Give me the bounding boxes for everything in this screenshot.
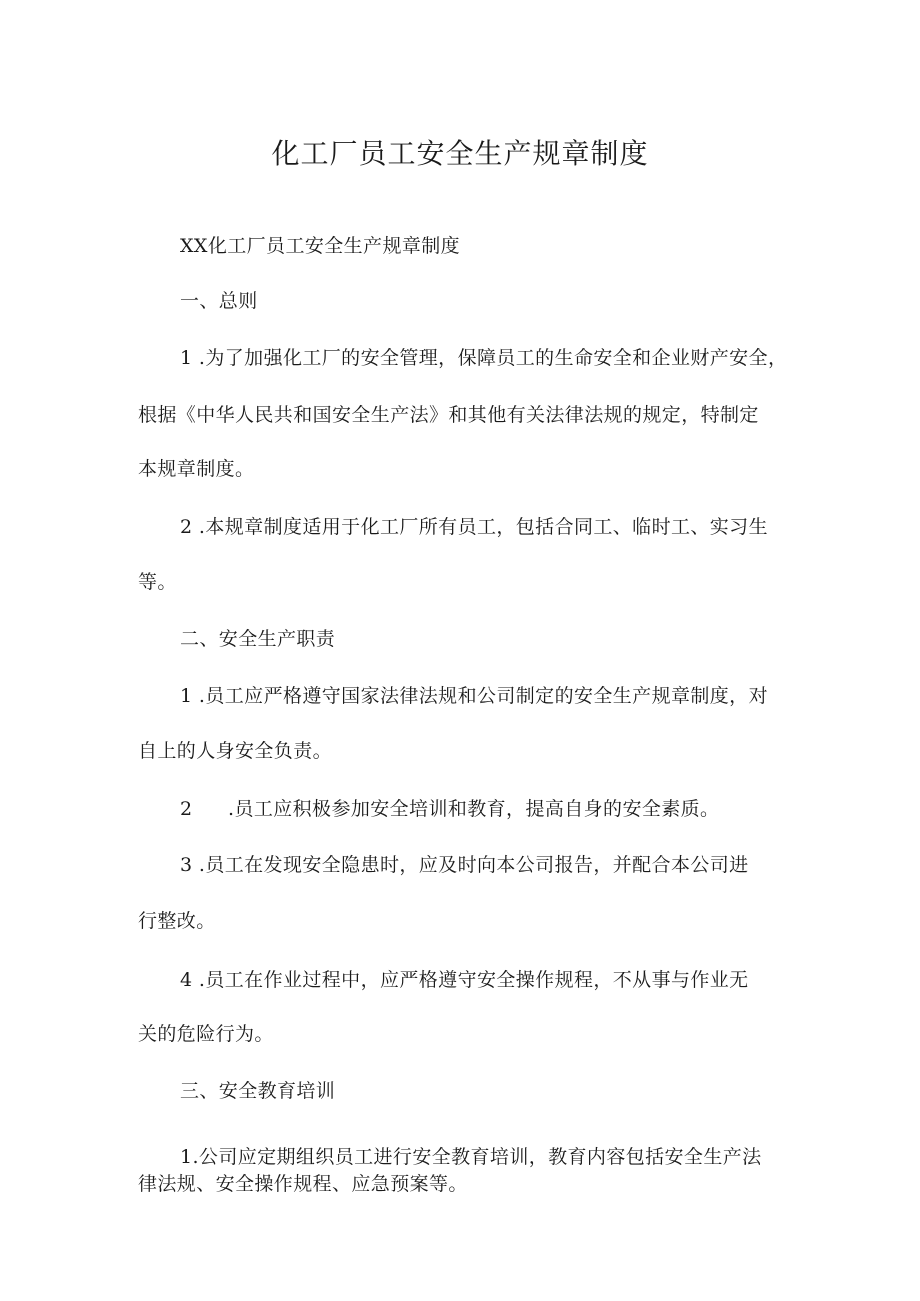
paragraph-line: 等。 bbox=[138, 571, 177, 593]
paragraph-line: 行整改。 bbox=[138, 910, 216, 932]
paragraph-line: .员工应积极参加安全培训和教育，提高自身的安全素质。 bbox=[228, 798, 720, 820]
section-heading-general: 一、总则 bbox=[180, 290, 258, 312]
section-heading-training: 三、安全教育培训 bbox=[180, 1080, 336, 1102]
paragraph-line: 律法规、安全操作规程、应急预案等。 bbox=[138, 1173, 468, 1195]
section-heading-duties: 二、安全生产职责 bbox=[180, 628, 336, 650]
subtitle-line: XX化工厂员工安全生产规章制度 bbox=[180, 235, 461, 257]
paragraph-line: 本规章制度。 bbox=[138, 458, 255, 480]
paragraph-line: 3 .员工在发现安全隐患时，应及时向本公司报告，并配合本公司进 bbox=[180, 854, 749, 876]
paragraph-line: 关的危险行为。 bbox=[138, 1023, 274, 1045]
paragraph-line: 2 .本规章制度适用于化工厂所有员工，包括合同工、临时工、实习生 bbox=[180, 516, 768, 538]
paragraph-line: 自上的人身安全负责。 bbox=[138, 740, 333, 762]
paragraph-line: 1 .为了加强化工厂的安全管理，保障员工的生命安全和企业财产安全， bbox=[180, 347, 788, 369]
paragraph-line: 4 .员工在作业过程中，应严格遵守安全操作规程，不从事与作业无 bbox=[180, 969, 749, 991]
paragraph-line: 1 .员工应严格遵守国家法律法规和公司制定的安全生产规章制度，对 bbox=[180, 685, 768, 707]
paragraph-line: 根据《中华人民共和国安全生产法》和其他有关法律法规的规定，特制定 bbox=[138, 404, 759, 426]
list-item-number: 2 bbox=[180, 798, 193, 820]
paragraph-line: 1.公司应定期组织员工进行安全教育培训，教育内容包括安全生产法 bbox=[180, 1146, 762, 1168]
document-title: 化工厂员工安全生产规章制度 bbox=[271, 137, 649, 170]
